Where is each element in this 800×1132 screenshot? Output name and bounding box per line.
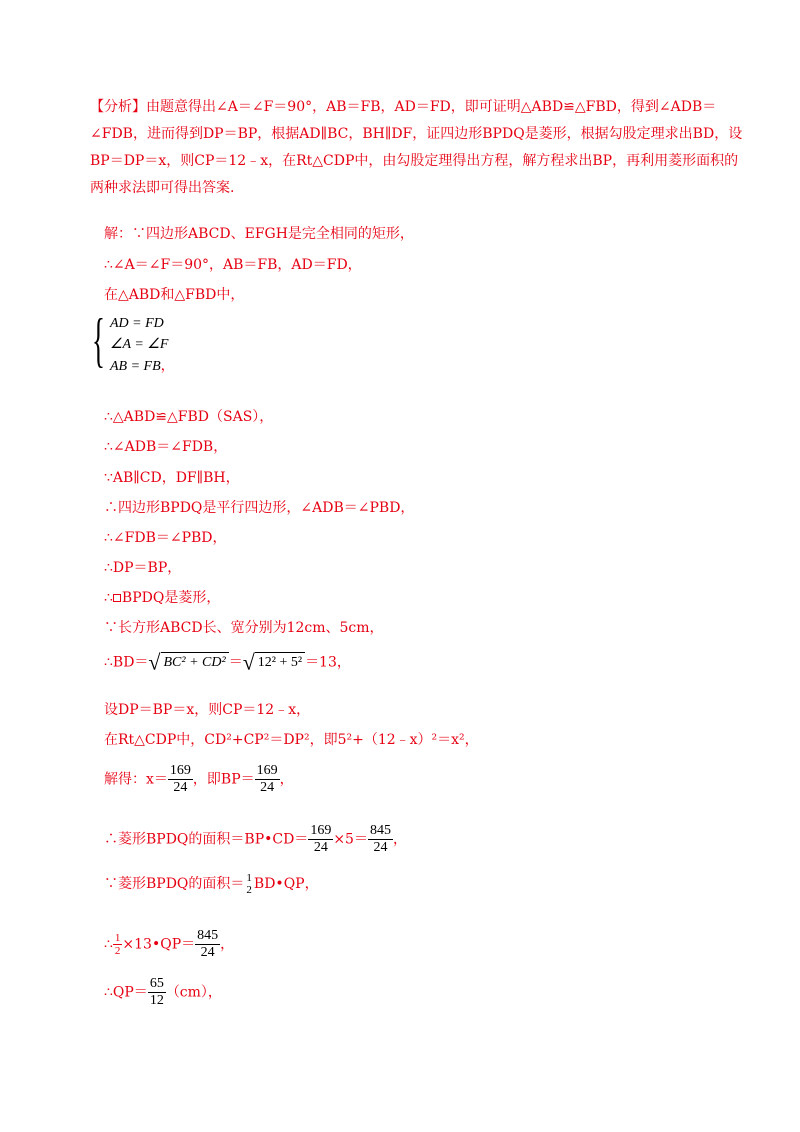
analysis-line-3: BP＝DP＝x，则CP＝12﹣x，在Rt△CDP中，由勾股定理得出方程，解方程求出BP，再利用菱形面积的 [90,153,739,169]
radicand-1: BC² + CD² [161,652,229,673]
equation-system [92,307,175,377]
radical-icon: √ [148,649,161,675]
fraction-den: 24 [195,944,220,961]
fraction-845-24 [368,823,393,856]
fraction-half-red [113,932,123,957]
fraction-num: 845 [369,823,391,838]
fraction-num: 65 [149,976,164,991]
fraction-den: 24 [308,839,333,856]
equals: ＝ [228,654,243,671]
fraction-169-24-bp [255,763,280,796]
solve-prefix: 解得：x＝ [104,771,168,788]
radicand-2: 12² + 5² [255,652,305,673]
solution-line-11: ∵长方形ABCD长、宽分别为12cm、5cm， [104,620,384,636]
area-prefix: ∴菱形BPDQ的面积＝BP•CD＝ [104,831,309,848]
solution-line-6: ∵AB∥CD，DF∥BH， [104,470,240,486]
solution-line-19 [104,976,222,1009]
solution-line-10-text: BPDQ是菱形， [121,590,221,606]
area-mid: ×5＝ [333,831,368,848]
system-row-1: AD = FD [110,316,164,331]
solve-post: ， [279,771,294,788]
analysis-text-1: 由题意得出∠A＝∠F＝90°，AB＝FB，AD＝FD，即可证明△ABD≌△FBD，得到∠ADB＝ [146,99,717,115]
solution-line-13: 设DP＝BP＝x，则CP＝12﹣x， [104,702,311,718]
analysis-line-2: ∠FDB，进而得到DP＝BP，根据AD∥BC，BH∥DF，证四边形BPDQ是菱形，根据勾股定理求出BD，设 [90,126,743,142]
sqrt-bc-cd [148,649,228,675]
solution-line-2: ∴∠A＝∠F＝90°，AB＝FB，AD＝FD， [104,257,362,273]
area-post: ， [392,831,407,848]
fraction-169-24-area [308,823,333,856]
solution-line-10 [104,588,220,608]
bd-result: ＝13， [305,654,351,671]
fraction-den: 24 [168,779,193,796]
therefore-mark: ∴ [104,590,113,606]
fraction-num: 169 [169,763,191,778]
solution-line-14: 在Rt△CDP中，CD²+CP²＝DP²，即5²+（12﹣x）²＝x²， [104,732,479,748]
fraction-den: 2 [114,945,121,957]
system-tail: ， [160,359,175,374]
parallelogram-icon [113,594,121,602]
area2-post: BD•QP， [253,876,319,892]
solution-line-5: ∴∠ADB＝∠FDB， [104,439,228,455]
fraction-169-24 [168,763,193,796]
analysis-tag: 【分析】 [90,99,146,115]
fraction-num: 169 [310,823,332,838]
qp-prefix: ∴QP＝ [104,984,148,1001]
fraction-845-24-eq [195,928,220,961]
fraction-half [244,872,254,896]
solution-line-17 [104,872,319,896]
solution-line-7: ∴四边形BPDQ是平行四边形，∠ADB＝∠PBD， [104,500,415,516]
bd-prefix: ∴BD＝ [104,654,149,671]
solve-mid: ，即BP＝ [192,771,255,788]
solution-line-3: 在△ABD和△FBD中， [104,287,245,303]
solution-line-1: 解：∵四边形ABCD、EFGH是完全相同的矩形， [104,226,414,242]
solution-line-8: ∴∠FDB＝∠PBD， [104,530,227,546]
fraction-num: 1 [114,932,121,944]
solution-line-4: ∴△ABD≌△FBD（SAS）， [104,409,274,425]
solution-line-18 [104,928,234,961]
eq-prefix: ∴ [104,936,113,953]
sqrt-12-5 [242,649,305,675]
solution-line-15 [104,763,294,796]
eq-post: ， [220,936,235,953]
qp-post: （cm）， [165,984,222,1001]
system-row-3: AB = FB [110,359,161,374]
system-row-2: ∠A = ∠F [110,337,169,352]
solution-line-12 [104,649,351,675]
fraction-den: 2 [246,884,252,896]
brace-icon: { [92,307,105,373]
fraction-den: 24 [255,779,280,796]
area2-prefix: ∵菱形BPDQ的面积＝ [104,876,245,892]
analysis-line-4: 两种求法即可得出答案. [90,180,235,196]
fraction-num: 169 [256,763,278,778]
eq-mid: ×13•QP＝ [122,936,196,953]
radical-icon: √ [242,649,255,675]
fraction-den: 12 [149,993,164,1008]
analysis-line-1 [90,97,716,117]
solution-line-16 [104,823,407,856]
fraction-num: 1 [246,872,252,884]
fraction-den: 24 [368,839,393,856]
fraction-65-12 [148,976,166,1009]
solution-line-9: ∴DP＝BP， [104,560,182,576]
fraction-num: 845 [197,928,219,943]
